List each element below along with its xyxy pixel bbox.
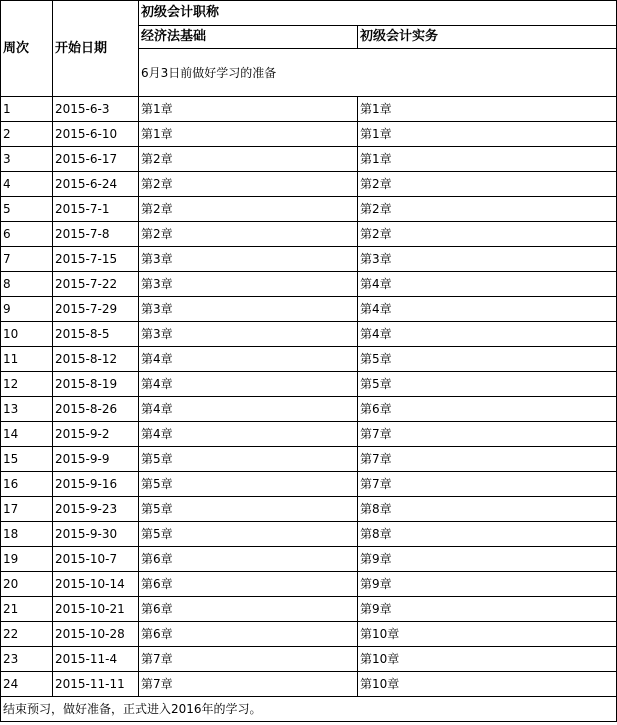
week-cell: 19 [1,547,53,572]
subject-b-cell: 第4章 [358,322,617,347]
week-cell: 22 [1,622,53,647]
table-row [1,422,617,447]
week-cell: 8 [1,272,53,297]
subject-a-cell: 第3章 [139,297,358,322]
subject-b-cell: 第5章 [358,372,617,397]
course-title: 初级会计职称 [139,1,617,26]
subject-b-cell: 第7章 [358,447,617,472]
subject-a-cell: 第2章 [139,172,358,197]
week-cell: 23 [1,647,53,672]
date-cell: 2015-9-2 [53,422,139,447]
subject-a-cell: 第3章 [139,272,358,297]
subject-a-cell: 第3章 [139,322,358,347]
week-cell: 24 [1,672,53,697]
table-row [1,297,617,322]
subject-a-cell: 第1章 [139,97,358,122]
table-row [1,372,617,397]
subject-b-cell: 第9章 [358,547,617,572]
table-row [1,497,617,522]
subject-b-cell: 第4章 [358,297,617,322]
week-cell: 3 [1,147,53,172]
week-cell: 11 [1,347,53,372]
week-cell: 12 [1,372,53,397]
table-row [1,222,617,247]
footer-row [1,697,617,722]
week-cell: 17 [1,497,53,522]
table-row [1,272,617,297]
table-row [1,522,617,547]
subject-a-cell: 第4章 [139,397,358,422]
date-cell: 2015-9-9 [53,447,139,472]
subject-a-cell: 第2章 [139,197,358,222]
subject-a-cell: 第1章 [139,122,358,147]
footer-note: 结束预习，做好准备，正式进入2016年的学习。 [1,697,617,722]
table-row [1,247,617,272]
subject-b-cell: 第1章 [358,147,617,172]
header-row-title [1,1,617,26]
subject-a-cell: 第2章 [139,147,358,172]
subject-a-cell: 第6章 [139,597,358,622]
subject-b-cell: 第9章 [358,572,617,597]
subject-a-cell: 第6章 [139,547,358,572]
date-cell: 2015-6-10 [53,122,139,147]
date-cell: 2015-10-14 [53,572,139,597]
subject-a-cell: 第4章 [139,372,358,397]
table-row [1,622,617,647]
subject-b-cell: 第1章 [358,122,617,147]
date-cell: 2015-7-29 [53,297,139,322]
subject-a-cell: 第2章 [139,222,358,247]
subject-a-cell: 第6章 [139,622,358,647]
table-row [1,97,617,122]
subject-b-cell: 第7章 [358,472,617,497]
subject-a-cell: 第6章 [139,572,358,597]
week-cell: 2 [1,122,53,147]
week-cell: 13 [1,397,53,422]
week-cell: 5 [1,197,53,222]
table-row [1,197,617,222]
subject-b-cell: 第5章 [358,347,617,372]
date-cell: 2015-9-16 [53,472,139,497]
date-cell: 2015-8-5 [53,322,139,347]
table-row [1,647,617,672]
subject-b-cell: 第2章 [358,172,617,197]
date-cell: 2015-11-4 [53,647,139,672]
subject-b-cell: 第2章 [358,222,617,247]
week-cell: 1 [1,97,53,122]
table-row [1,547,617,572]
week-cell: 9 [1,297,53,322]
date-cell: 2015-10-7 [53,547,139,572]
date-cell: 2015-10-28 [53,622,139,647]
subject-a-cell: 第5章 [139,497,358,522]
table-row [1,147,617,172]
week-cell: 15 [1,447,53,472]
subject-a-cell: 第5章 [139,472,358,497]
week-cell: 16 [1,472,53,497]
subject-b-cell: 第8章 [358,522,617,547]
week-cell: 18 [1,522,53,547]
subject-a-cell: 第4章 [139,422,358,447]
week-cell: 10 [1,322,53,347]
schedule-body [1,1,617,722]
subject-b-cell: 第2章 [358,197,617,222]
date-cell: 2015-9-23 [53,497,139,522]
date-cell: 2015-8-19 [53,372,139,397]
table-row [1,672,617,697]
start-date-header: 开始日期 [53,1,139,97]
date-cell: 2015-6-3 [53,97,139,122]
week-cell: 6 [1,222,53,247]
subject-b-header: 初级会计实务 [358,26,617,49]
subject-b-cell: 第7章 [358,422,617,447]
date-cell: 2015-8-26 [53,397,139,422]
week-cell: 7 [1,247,53,272]
week-cell: 14 [1,422,53,447]
table-row [1,322,617,347]
subject-b-cell: 第4章 [358,272,617,297]
subject-b-cell: 第10章 [358,647,617,672]
subject-a-cell: 第7章 [139,672,358,697]
subject-a-cell: 第3章 [139,247,358,272]
subject-b-cell: 第9章 [358,597,617,622]
subject-a-cell: 第4章 [139,347,358,372]
table-row [1,397,617,422]
subject-b-cell: 第6章 [358,397,617,422]
table-row [1,122,617,147]
date-cell: 2015-11-11 [53,672,139,697]
table-row [1,597,617,622]
date-cell: 2015-7-22 [53,272,139,297]
subject-b-cell: 第1章 [358,97,617,122]
subject-b-cell: 第10章 [358,672,617,697]
table-row [1,172,617,197]
subject-b-cell: 第3章 [358,247,617,272]
table-row [1,447,617,472]
subject-a-cell: 第5章 [139,447,358,472]
prep-note: 6月3日前做好学习的准备 [139,49,617,97]
week-header: 周次 [1,1,53,97]
subject-a-cell: 第7章 [139,647,358,672]
subject-b-cell: 第10章 [358,622,617,647]
date-cell: 2015-7-15 [53,247,139,272]
week-cell: 21 [1,597,53,622]
subject-a-cell: 第5章 [139,522,358,547]
date-cell: 2015-6-24 [53,172,139,197]
subject-b-cell: 第8章 [358,497,617,522]
table-row [1,347,617,372]
date-cell: 2015-10-21 [53,597,139,622]
date-cell: 2015-7-1 [53,197,139,222]
subject-a-header: 经济法基础 [139,26,358,49]
date-cell: 2015-6-17 [53,147,139,172]
date-cell: 2015-7-8 [53,222,139,247]
table-row [1,572,617,597]
date-cell: 2015-9-30 [53,522,139,547]
week-cell: 4 [1,172,53,197]
date-cell: 2015-8-12 [53,347,139,372]
week-cell: 20 [1,572,53,597]
table-row [1,472,617,497]
